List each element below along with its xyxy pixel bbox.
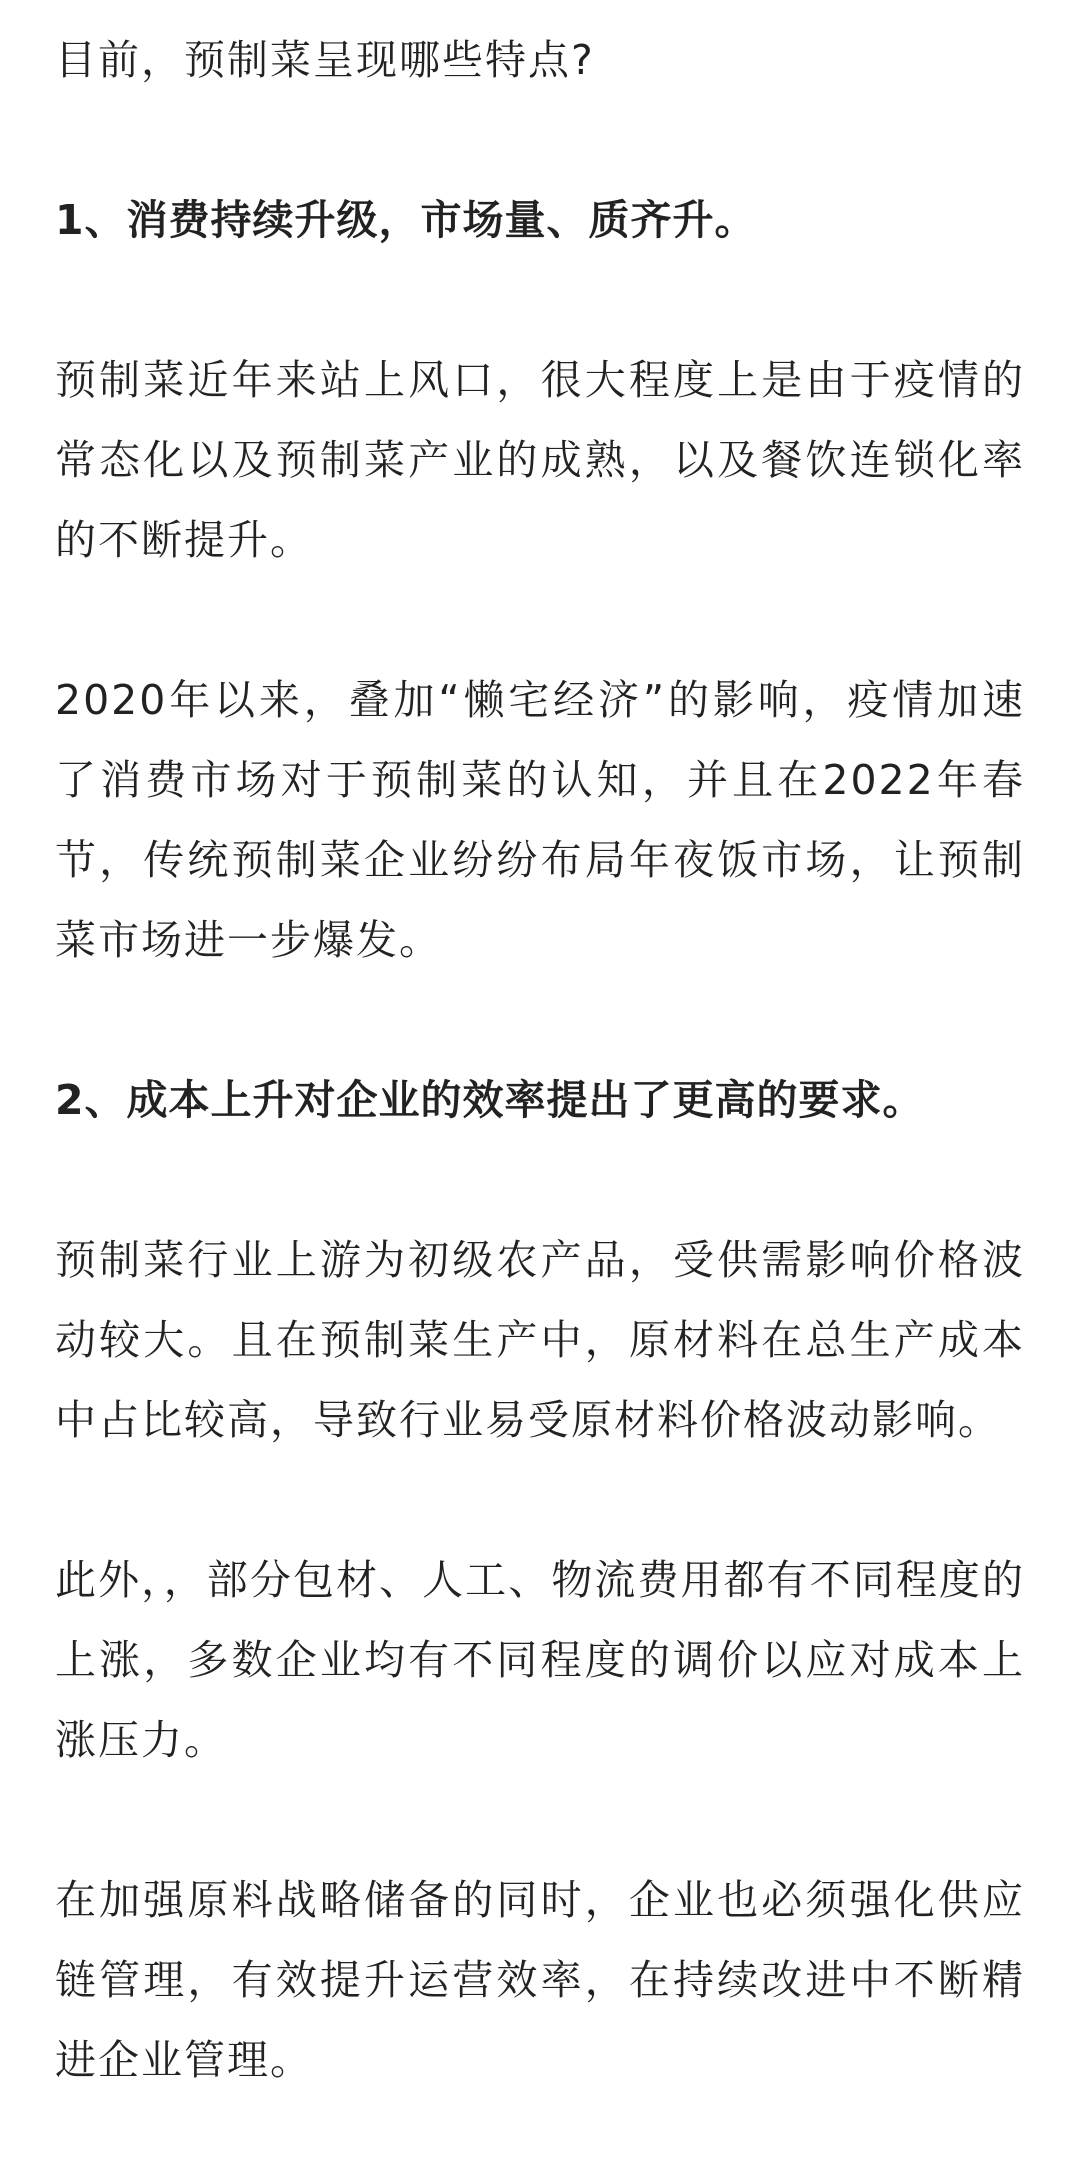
intro-question: 目前，预制菜呈现哪些特点? xyxy=(55,36,595,84)
paragraph-4: 此外，，部分包材、人工、物流费用都有不同程度的上涨，多数企业均有不同程度的调价以应对成本上涨压力。 xyxy=(55,1556,1025,1764)
paragraph-1: 预制菜近年来站上风口，很大程度上是由于疫情的常态化以及预制菜产业的成熟，以及餐饮连锁化率的不断提升。 xyxy=(55,356,1025,564)
paragraph-3: 预制菜行业上游为初级农产品，受供需影响价格波动较大。且在预制菜生产中，原材料在总生产成本中占比较高，导致行业易受原材料价格波动影响。 xyxy=(55,1236,1025,1444)
article-body xyxy=(55,20,1025,2180)
paragraph-5: 在加强原料战略储备的同时，企业也必须强化供应链管理，有效提升运营效率，在持续改进中不断精进企业管理。 xyxy=(55,1876,1025,2084)
section-heading-1: 1、消费持续升级，市场量、质齐升。 xyxy=(55,196,757,244)
section-heading-2: 2、成本上升对企业的效率提出了更高的要求。 xyxy=(55,1076,925,1124)
paragraph-2: 2020年以来，叠加“懒宅经济”的影响，疫情加速了消费市场对于预制菜的认知，并且在2022年春节，传统预制菜企业纷纷布局年夜饭市场，让预制菜市场进一步爆发。 xyxy=(55,676,1025,964)
